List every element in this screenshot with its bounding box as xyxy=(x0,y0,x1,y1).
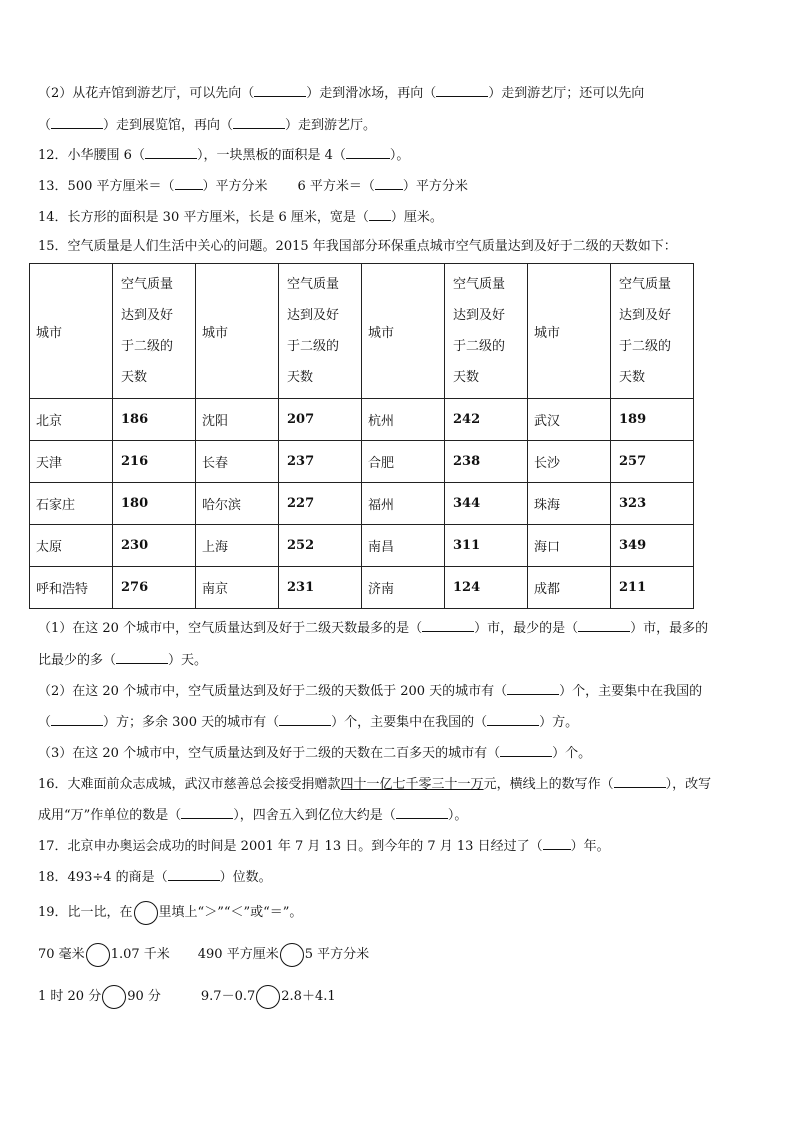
days-value: 207 xyxy=(279,399,362,441)
question-12: 12．小华腰围 6（ ），一块黑板的面积是 4（ ）。 xyxy=(38,148,410,163)
days-value: 124 xyxy=(445,567,528,609)
days-value: 323 xyxy=(611,483,694,525)
answer-blank[interactable] xyxy=(500,744,552,757)
header-city: 城市 xyxy=(362,264,445,399)
compare-circle-answer[interactable] xyxy=(280,943,304,967)
question-19-intro: 19．比一比，在 里填上“＞”“＜”或“＝”。 xyxy=(38,900,302,926)
city-name: 武汉 xyxy=(528,399,611,441)
header-days-line: 于二级的 xyxy=(619,339,672,354)
answer-blank[interactable] xyxy=(51,116,103,129)
city-name: 济南 xyxy=(362,567,445,609)
answer-blank[interactable] xyxy=(507,682,559,695)
days-value: 252 xyxy=(279,525,362,567)
header-days-line: 达到及好 xyxy=(619,308,672,323)
answer-blank[interactable] xyxy=(346,146,390,159)
header-days xyxy=(611,264,694,399)
days-value: 180 xyxy=(113,483,196,525)
table-row xyxy=(30,525,694,567)
city-name: 杭州 xyxy=(362,399,445,441)
header-days-line: 天数 xyxy=(287,370,314,385)
header-days-line: 于二级的 xyxy=(453,339,506,354)
city-name: 北京 xyxy=(30,399,113,441)
compare-circle-answer[interactable] xyxy=(256,985,280,1009)
answer-blank[interactable] xyxy=(181,806,233,819)
city-name: 石家庄 xyxy=(30,483,113,525)
header-days-line: 空气质量 xyxy=(287,277,340,292)
days-value: 238 xyxy=(445,441,528,483)
header-days xyxy=(279,264,362,399)
days-value: 189 xyxy=(611,399,694,441)
city-name: 长沙 xyxy=(528,441,611,483)
city-name: 福州 xyxy=(362,483,445,525)
city-name: 合肥 xyxy=(362,441,445,483)
compare-circle-answer[interactable] xyxy=(86,943,110,967)
answer-blank[interactable] xyxy=(578,619,630,632)
days-value: 230 xyxy=(113,525,196,567)
header-days-line: 空气质量 xyxy=(453,277,506,292)
city-name: 长春 xyxy=(196,441,279,483)
table-row xyxy=(30,483,694,525)
question-15-sub1-line2: 比最少的多（ ）天。 xyxy=(38,653,208,668)
air-quality-table xyxy=(29,263,694,609)
answer-blank[interactable] xyxy=(116,651,168,664)
city-name: 哈尔滨 xyxy=(196,483,279,525)
header-days xyxy=(445,264,528,399)
compare-circle-answer[interactable] xyxy=(102,985,126,1009)
answer-blank[interactable] xyxy=(51,713,103,726)
table-row xyxy=(30,399,694,441)
answer-blank[interactable] xyxy=(436,84,488,97)
question-14: 14．长方形的面积是 30 平方厘米，长是 6 厘米，宽是（ ）厘米。 xyxy=(38,210,443,225)
answer-blank[interactable] xyxy=(254,84,306,97)
header-days-line: 天数 xyxy=(453,370,480,385)
compare-circle-icon xyxy=(134,901,158,925)
question-13: 13．500 平方厘米＝（ ）平方分米 6 平方米＝（ ）平方分米 xyxy=(38,179,468,194)
header-days-line: 达到及好 xyxy=(453,308,506,323)
table-row xyxy=(30,567,694,609)
days-value: 216 xyxy=(113,441,196,483)
city-name: 太原 xyxy=(30,525,113,567)
q11-part2-line2: （ ）走到展览馆，再向（ ）走到游艺厅。 xyxy=(38,118,377,133)
table-header-row xyxy=(30,264,694,399)
q11-part2-line1: （2）从花卉馆到游艺厅，可以先向（ ）走到滑冰场，再向（ ）走到游艺厅；还可以先向 xyxy=(38,86,645,101)
answer-blank[interactable] xyxy=(614,775,666,788)
header-city: 城市 xyxy=(196,264,279,399)
days-value: 231 xyxy=(279,567,362,609)
answer-blank[interactable] xyxy=(279,713,331,726)
days-value: 186 xyxy=(113,399,196,441)
answer-blank[interactable] xyxy=(487,713,539,726)
days-value: 311 xyxy=(445,525,528,567)
header-days-line: 天数 xyxy=(619,370,646,385)
table-row xyxy=(30,441,694,483)
header-days-line: 于二级的 xyxy=(287,339,340,354)
question-15-sub2-line2: （ ）方；多余 300 天的城市有（ ）个，主要集中在我国的（ ）方。 xyxy=(38,715,579,730)
city-name: 海口 xyxy=(528,525,611,567)
days-value: 227 xyxy=(279,483,362,525)
question-19-row1: 70 毫米 1.07 千米 490 平方厘米 5 平方分米 xyxy=(38,942,369,968)
question-15-sub3: （3）在这 20 个城市中，空气质量达到及好于二级的天数在二百多天的城市有（ ）个。 xyxy=(38,746,592,761)
city-name: 南昌 xyxy=(362,525,445,567)
days-value: 349 xyxy=(611,525,694,567)
days-value: 344 xyxy=(445,483,528,525)
question-17: 17．北京申办奥运会成功的时间是 2001 年 7 月 13 日。到今年的 7 月 13 日经过了（ ）年。 xyxy=(38,839,610,854)
header-days-line: 空气质量 xyxy=(619,277,672,292)
city-name: 上海 xyxy=(196,525,279,567)
answer-blank[interactable] xyxy=(233,116,285,129)
question-16-line2: 成用“万”作单位的数是（ ），四舍五入到亿位大约是（ ）。 xyxy=(38,808,468,823)
underlined-number-words: 四十一亿七千零三十一万 xyxy=(340,777,484,792)
question-19-row2: 1 时 20 分 90 分 9.7－0.7 2.8＋4.1 xyxy=(38,984,336,1010)
answer-blank[interactable] xyxy=(396,806,448,819)
days-value: 242 xyxy=(445,399,528,441)
city-name: 珠海 xyxy=(528,483,611,525)
header-days-line: 天数 xyxy=(121,370,148,385)
days-value: 237 xyxy=(279,441,362,483)
header-days-line: 达到及好 xyxy=(121,308,174,323)
days-value: 257 xyxy=(611,441,694,483)
question-16-line1: 16．大难面前众志成城，武汉市慈善总会接受捐赠款四十一亿七千零三十一万元，横线上的数写作（ ），改写 xyxy=(38,777,712,792)
answer-blank[interactable] xyxy=(375,177,403,190)
city-name: 天津 xyxy=(30,441,113,483)
answer-blank[interactable] xyxy=(145,146,197,159)
city-name: 沈阳 xyxy=(196,399,279,441)
header-days-line: 于二级的 xyxy=(121,339,174,354)
city-name: 呼和浩特 xyxy=(30,567,113,609)
question-15-intro: 15．空气质量是人们生活中关心的问题。2015 年我国部分环保重点城市空气质量达到及好于二级的天数如下： xyxy=(38,239,677,254)
header-city: 城市 xyxy=(528,264,611,399)
question-15-sub2-line1: （2）在这 20 个城市中，空气质量达到及好于二级的天数低于 200 天的城市有（ ）个，主要集中在我国的 xyxy=(38,684,703,699)
city-name: 成都 xyxy=(528,567,611,609)
answer-blank[interactable] xyxy=(543,837,571,850)
question-15-sub1-line1: （1）在这 20 个城市中，空气质量达到及好于二级天数最多的是（ ）市，最少的是（ ）市，最多的 xyxy=(38,621,709,636)
header-days-line: 达到及好 xyxy=(287,308,340,323)
question-18: 18．493÷4 的商是（ ）位数。 xyxy=(38,870,272,885)
days-value: 211 xyxy=(611,567,694,609)
city-name: 南京 xyxy=(196,567,279,609)
answer-blank[interactable] xyxy=(369,208,391,221)
header-city: 城市 xyxy=(30,264,113,399)
header-days xyxy=(113,264,196,399)
days-value: 276 xyxy=(113,567,196,609)
header-days-line: 空气质量 xyxy=(121,277,174,292)
answer-blank[interactable] xyxy=(422,619,474,632)
answer-blank[interactable] xyxy=(168,868,220,881)
answer-blank[interactable] xyxy=(175,177,203,190)
